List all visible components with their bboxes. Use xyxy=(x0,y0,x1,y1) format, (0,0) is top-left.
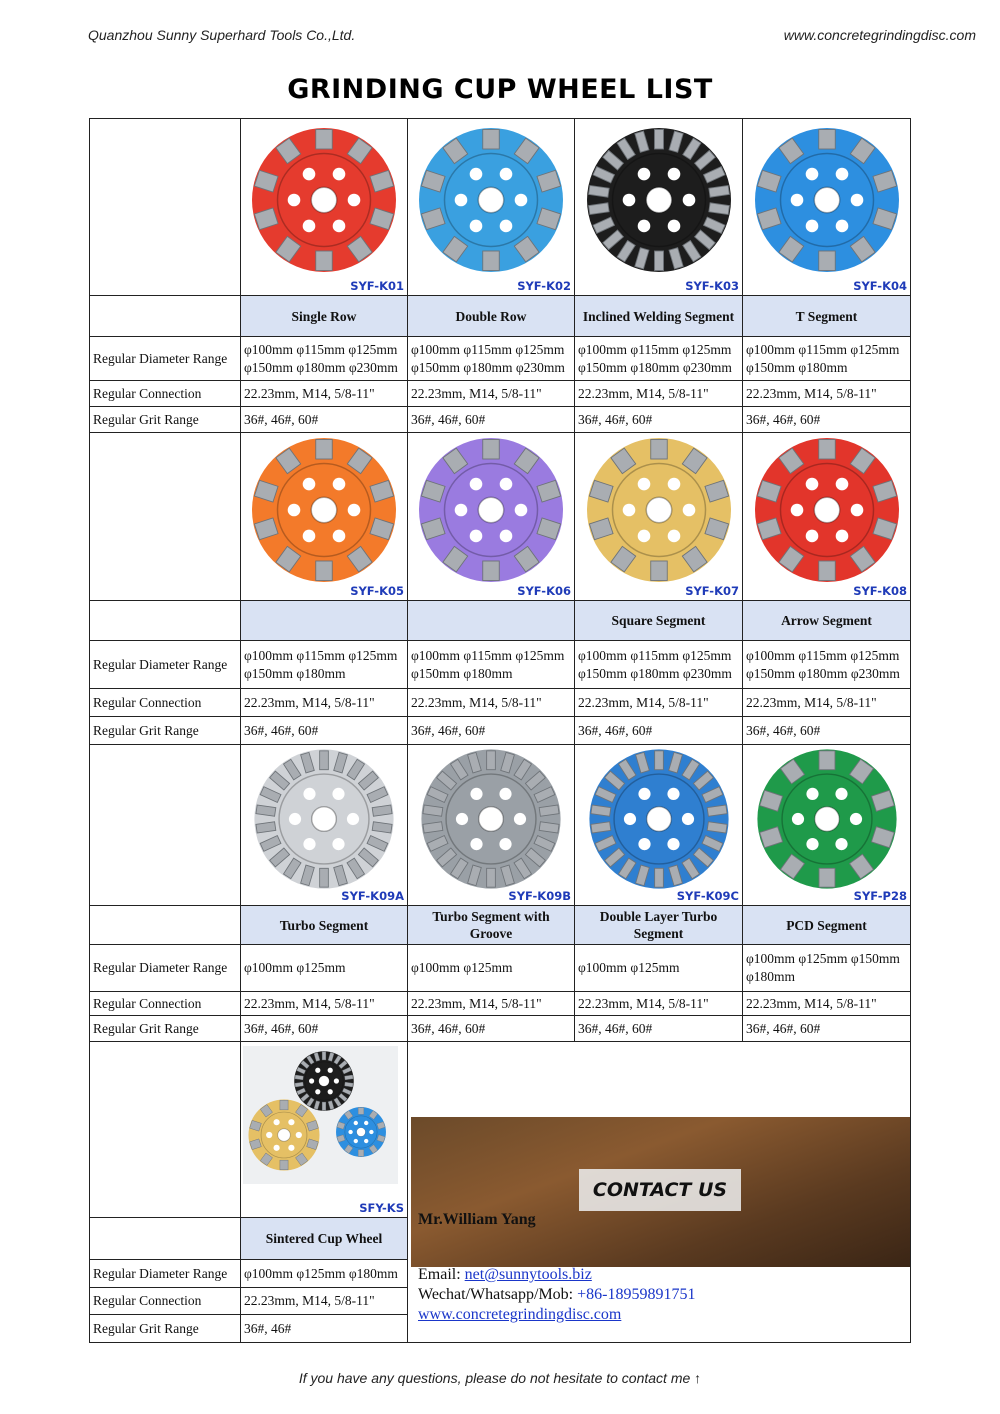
empty-cell xyxy=(90,296,241,337)
diameter-label: Regular Diameter Range xyxy=(90,337,241,381)
connection-label: Regular Connection xyxy=(90,689,241,717)
diameter-value xyxy=(743,641,911,689)
diameter-line: φ100mm φ125mm xyxy=(244,960,346,975)
product-table xyxy=(89,118,911,1343)
connection-value: 22.23mm, M14, 5/8-11" xyxy=(241,1288,408,1315)
product-image-cell xyxy=(743,433,911,601)
email-link[interactable]: net@sunnytools.biz xyxy=(464,1266,592,1283)
diameter-value xyxy=(241,641,408,689)
contact-info xyxy=(418,1265,695,1325)
diameter-value xyxy=(241,1260,408,1288)
empty-cell xyxy=(90,433,241,601)
connection-value: 22.23mm, M14, 5/8-11" xyxy=(743,689,911,717)
product-code: SYF-P28 xyxy=(853,889,907,903)
product-image-cell xyxy=(743,745,911,906)
diameter-line: φ150mm φ180mm xyxy=(746,359,848,375)
product-image-cell xyxy=(241,433,408,601)
connection-value: 22.23mm, M14, 5/8-11" xyxy=(241,381,408,407)
cup-wheel-image xyxy=(249,125,399,275)
empty-cell xyxy=(90,906,241,945)
connection-label: Regular Connection xyxy=(90,1288,241,1315)
diameter-label: Regular Diameter Range xyxy=(90,641,241,689)
page-title: GRINDING CUP WHEEL LIST xyxy=(287,74,713,105)
connection-value: 22.23mm, M14, 5/8-11" xyxy=(575,992,743,1016)
diameter-line: φ100mm φ125mm xyxy=(578,960,680,975)
product-code: SYF-K01 xyxy=(350,279,404,293)
connection-value: 22.23mm, M14, 5/8-11" xyxy=(743,992,911,1016)
grit-value: 36#, 46#, 60# xyxy=(575,407,743,433)
phone-label: Wechat/Whatsapp/Mob: xyxy=(418,1286,578,1303)
diameter-line: φ100mm φ115mm φ125mm xyxy=(746,647,900,663)
diameter-line: φ100mm φ115mm φ125mm xyxy=(244,341,398,357)
diameter-line: φ150mm φ180mm xyxy=(244,665,346,681)
product-name: Double Row xyxy=(408,296,575,337)
contact-panel xyxy=(408,1042,911,1343)
contact-us-banner: CONTACT US xyxy=(579,1169,741,1211)
product-image-cell xyxy=(241,1042,408,1218)
footer-note: If you have any questions, please do not hesitate to contact me ↑ xyxy=(298,1370,702,1386)
company-website: www.concretegrindingdisc.com xyxy=(783,27,976,43)
connection-value: 22.23mm, M14, 5/8-11" xyxy=(575,381,743,407)
grit-value: 36#, 46#, 60# xyxy=(241,1016,408,1042)
diameter-line: φ180mm xyxy=(746,969,796,984)
diameter-line: φ100mm φ125mm φ150mm xyxy=(746,951,900,966)
diameter-line: φ100mm φ125mm xyxy=(411,960,513,975)
diameter-value xyxy=(575,641,743,689)
empty-cell xyxy=(90,1218,241,1260)
company-name: Quanzhou Sunny Superhard Tools Co.,Ltd. xyxy=(88,27,356,43)
diameter-value xyxy=(743,945,911,992)
contact-name: Mr.William Yang xyxy=(418,1211,536,1228)
diameter-label: Regular Diameter Range xyxy=(90,1260,241,1288)
product-name: Sintered Cup Wheel xyxy=(241,1218,408,1260)
diameter-line: φ150mm φ180mm φ230mm xyxy=(411,359,565,375)
product-name: Double Layer Turbo Segment xyxy=(575,906,743,945)
cup-wheel-image xyxy=(249,435,399,585)
connection-value: 22.23mm, M14, 5/8-11" xyxy=(241,992,408,1016)
cup-wheel-image xyxy=(247,1098,321,1172)
cup-wheel-image xyxy=(252,746,397,891)
diameter-line: φ150mm φ180mm xyxy=(411,665,513,681)
grit-value: 36#, 46#, 60# xyxy=(575,1016,743,1042)
connection-label: Regular Connection xyxy=(90,992,241,1016)
diameter-line: φ150mm φ180mm φ230mm xyxy=(578,665,732,681)
product-name: Square Segment xyxy=(575,601,743,641)
product-image-cell xyxy=(408,745,575,906)
product-photo xyxy=(243,1046,398,1184)
grit-label: Regular Grit Range xyxy=(90,1315,241,1343)
product-image-cell xyxy=(408,119,575,296)
product-image-cell xyxy=(575,433,743,601)
email-label: Email: xyxy=(418,1266,465,1283)
product-name: Single Row xyxy=(241,296,408,337)
product-code: SFY-KS xyxy=(359,1201,404,1215)
grit-value: 36#, 46#, 60# xyxy=(241,717,408,745)
connection-value: 22.23mm, M14, 5/8-11" xyxy=(575,689,743,717)
diameter-value xyxy=(408,337,575,381)
product-image-cell xyxy=(575,119,743,296)
cup-wheel-image xyxy=(416,435,566,585)
grit-value: 36#, 46#, 60# xyxy=(575,717,743,745)
diameter-line: φ150mm φ180mm φ230mm xyxy=(578,359,732,375)
diameter-line: φ100mm φ125mm φ180mm xyxy=(244,1265,398,1281)
diameter-value xyxy=(241,945,408,992)
grit-label: Regular Grit Range xyxy=(90,1016,241,1042)
diameter-line: φ100mm φ115mm φ125mm xyxy=(244,647,398,663)
diameter-line: φ100mm φ115mm φ125mm xyxy=(411,647,565,663)
diameter-value xyxy=(408,641,575,689)
grit-value: 36#, 46#, 60# xyxy=(743,407,911,433)
diameter-line: φ150mm φ180mm φ230mm xyxy=(244,359,398,375)
product-code: SYF-K02 xyxy=(517,279,571,293)
diameter-value xyxy=(408,945,575,992)
product-name: Arrow Segment xyxy=(743,601,911,641)
connection-value: 22.23mm, M14, 5/8-11" xyxy=(408,992,575,1016)
grit-value: 36#, 46#, 60# xyxy=(408,407,575,433)
grit-value: 36#, 46#, 60# xyxy=(408,717,575,745)
cup-wheel-image xyxy=(584,435,734,585)
empty-cell xyxy=(90,601,241,641)
cup-wheel-image xyxy=(752,125,902,275)
connection-value: 22.23mm, M14, 5/8-11" xyxy=(408,381,575,407)
connection-value: 22.23mm, M14, 5/8-11" xyxy=(743,381,911,407)
grit-value: 36#, 46#, 60# xyxy=(743,1016,911,1042)
connection-value: 22.23mm, M14, 5/8-11" xyxy=(408,689,575,717)
product-name: T Segment xyxy=(743,296,911,337)
product-name xyxy=(408,601,575,641)
product-name xyxy=(241,601,408,641)
empty-cell xyxy=(90,745,241,906)
product-code: SYF-K05 xyxy=(350,584,404,598)
grit-value: 36#, 46#, 60# xyxy=(408,1016,575,1042)
product-code: SYF-K04 xyxy=(853,279,907,293)
product-code: SYF-K03 xyxy=(685,279,739,293)
grit-label: Regular Grit Range xyxy=(90,717,241,745)
diameter-value xyxy=(743,337,911,381)
product-name: Inclined Welding Segment xyxy=(575,296,743,337)
grit-value: 36#, 46# xyxy=(241,1315,408,1343)
grit-value: 36#, 46#, 60# xyxy=(241,407,408,433)
contact-photo xyxy=(411,1117,911,1267)
empty-cell xyxy=(90,1042,241,1218)
product-name: Turbo Segment with Groove xyxy=(408,906,575,945)
grit-value: 36#, 46#, 60# xyxy=(743,717,911,745)
product-image-cell xyxy=(575,745,743,906)
cup-wheel-image xyxy=(586,746,731,891)
product-code: SYF-K07 xyxy=(685,584,739,598)
product-code: SYF-K08 xyxy=(853,584,907,598)
cup-wheel-image xyxy=(584,125,734,275)
cup-wheel-image xyxy=(419,746,564,891)
diameter-line: φ100mm φ115mm φ125mm xyxy=(411,341,565,357)
diameter-label: Regular Diameter Range xyxy=(90,945,241,992)
diameter-line: φ150mm φ180mm φ230mm xyxy=(746,665,900,681)
phone-number: +86-18959891751 xyxy=(577,1286,696,1303)
diameter-line: φ100mm φ115mm φ125mm xyxy=(578,341,732,357)
product-image-cell xyxy=(408,433,575,601)
product-code: SYF-K06 xyxy=(517,584,571,598)
connection-value: 22.23mm, M14, 5/8-11" xyxy=(241,689,408,717)
cup-wheel-image xyxy=(754,746,899,891)
website-link[interactable]: www.concretegrindingdisc.com xyxy=(418,1306,622,1323)
empty-cell xyxy=(90,119,241,296)
connection-label: Regular Connection xyxy=(90,381,241,407)
diameter-value xyxy=(575,337,743,381)
product-name: PCD Segment xyxy=(743,906,911,945)
diameter-value xyxy=(575,945,743,992)
grit-label: Regular Grit Range xyxy=(90,407,241,433)
product-name: Turbo Segment xyxy=(241,906,408,945)
product-image-cell xyxy=(743,119,911,296)
product-image-cell xyxy=(241,745,408,906)
product-code: SYF-K09B xyxy=(508,889,571,903)
cup-wheel-image xyxy=(335,1106,387,1158)
cup-wheel-image xyxy=(752,435,902,585)
cup-wheel-image xyxy=(416,125,566,275)
diameter-line: φ100mm φ115mm φ125mm xyxy=(746,341,900,357)
diameter-line: φ100mm φ115mm φ125mm xyxy=(578,647,732,663)
product-code: SYF-K09C xyxy=(676,889,739,903)
diameter-value xyxy=(241,337,408,381)
product-code: SYF-K09A xyxy=(341,889,404,903)
product-image-cell xyxy=(241,119,408,296)
